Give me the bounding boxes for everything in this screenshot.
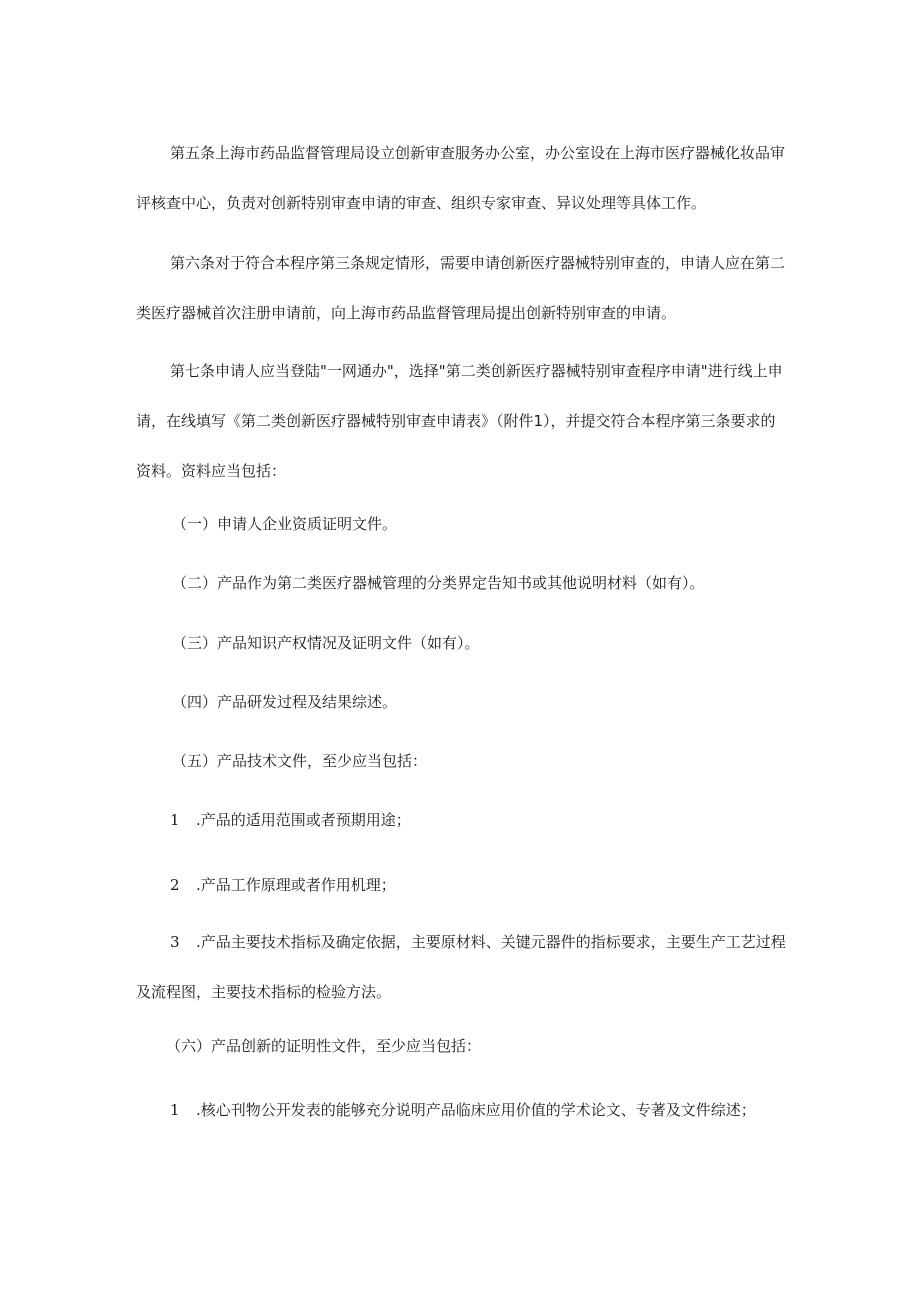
sub-item-number: 3 [170,933,180,951]
sub-item-6-1 [170,1098,790,1122]
sub-item-number: 1 [170,811,180,829]
article-7-paragraph: 第七条申请人应当登陆"一网通办"，选择"第二类创新医疗器械特别审查程序申请"进行线上申请，在线填写《第二类创新医疗器械特别审查申请表》（附件1），并提交符合本程序第三条要求的资料。资料应当包括： [136,362,783,480]
sub-item-5-3 [136,917,786,1017]
sub-item-5-1 [170,808,790,832]
sub-item-5-2 [170,873,790,897]
list-item-5: （五）产品技术文件，至少应当包括： [172,752,428,770]
list-item-4: （四）产品研发过程及结果综述。 [172,693,398,711]
list-item-1: （一）申请人企业资质证明文件。 [172,515,398,533]
article-6-paragraph: 第六条对于符合本程序第三条规定情形，需要申请创新医疗器械特别审查的，申请人应在第二类医疗器械首次注册申请前，向上海市药品监督管理局提出创新特别审查的申请。 [136,254,786,322]
list-item-3: （三）产品知识产权情况及证明文件（如有）。 [172,634,480,652]
article-5-paragraph: 第五条上海市药品监督管理局设立创新审查服务办公室，办公室设在上海市医疗器械化妆品审评核查中心，负责对创新特别审查申请的审查、组织专家审查、异议处理等具体工作。 [136,144,786,212]
list-item-6: （六）产品创新的证明性文件，至少应当包括： [166,1037,482,1055]
sub-item-text: .产品主要技术指标及确定依据，主要原材料、关键元器件的指标要求，主要生产工艺过程及流程图，主要技术指标的检验方法。 [136,933,786,1001]
sub-item-number: 1 [170,1101,180,1119]
sub-item-text: .产品工作原理或者作用机理； [196,876,396,894]
sub-item-number: 2 [170,876,180,894]
sub-item-text: .核心刊物公开发表的能够充分说明产品临床应用价值的学术论文、专著及文件综述； [196,1101,756,1119]
sub-item-text: .产品的适用范围或者预期用途； [196,811,411,829]
list-item-2: （二）产品作为第二类医疗器械管理的分类界定告知书或其他说明材料（如有）。 [172,574,705,592]
